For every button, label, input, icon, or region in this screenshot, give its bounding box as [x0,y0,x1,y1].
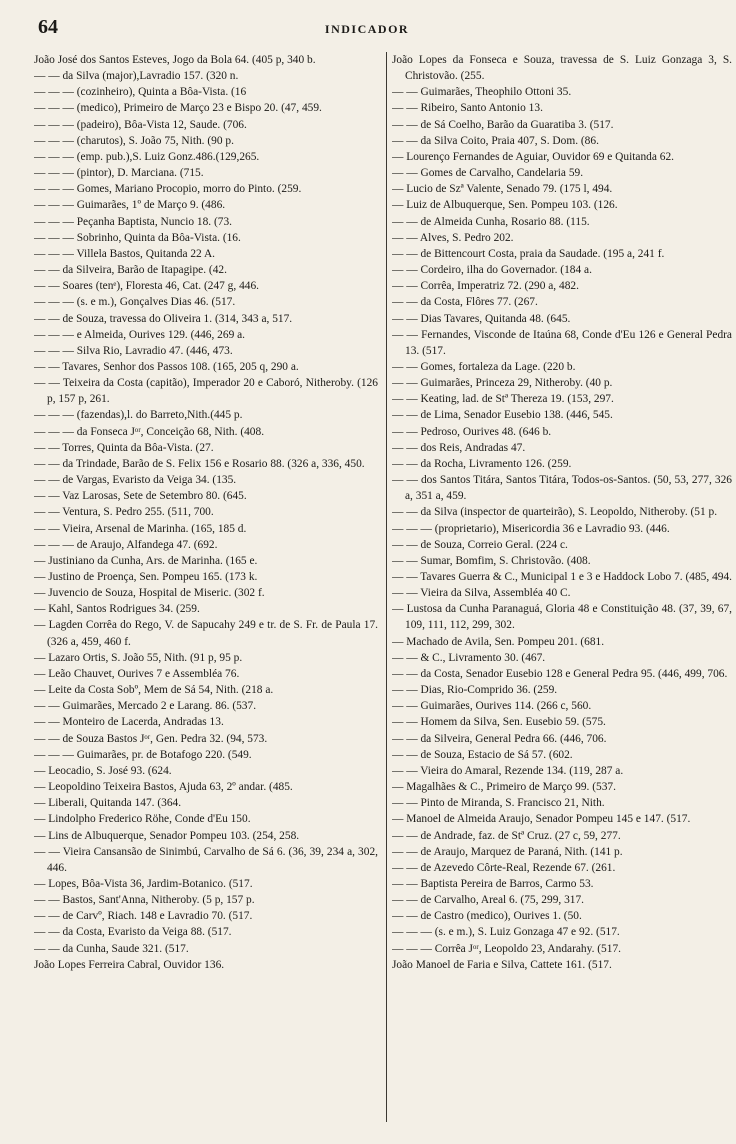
directory-entry: — — — Corrêa Jᵒʳ, Leopoldo 23, Andarahy. (517. [392,942,621,955]
directory-entry: — Manoel de Almeida Araujo, Senador Pompeu 145 e 147. (517. [392,813,691,826]
page-header [38,16,696,46]
directory-entry: — Juvencio de Souza, Hospital de Miseric. (302 f. [34,587,265,600]
directory-entry: — — de Lima, Senador Eusebio 138. (446, 545. [392,409,613,422]
directory-entry: — — — (emp. pub.),S. Luiz Gonz.486.(129,265. [34,150,260,163]
directory-entry: — — de Castro (medico), Ourives 1. (50. [392,910,582,923]
directory-entry: — — da Trindade, Barão de S. Felix 156 e Rosario 88. (326 a, 336, 450. [34,457,365,470]
running-head: INDICADOR [324,22,410,36]
directory-entry: João José dos Santos Esteves, Jogo da Bola 64. (405 p, 340 b. [34,54,316,66]
directory-entry: — — Guimarães, Theophilo Ottoni 35. [392,86,572,99]
directory-entry: — — Vaz Larosas, Sete de Setembro 80. (645. [34,490,247,503]
directory-entry: — — — e Almeida, Ourives 129. (446, 269 a. [34,328,246,341]
directory-entry: — — — (s. e m.), Gonçalves Dias 46. (517. [34,296,236,309]
directory-entry: — — Dias, Rio-Comprido 36. (259. [392,684,558,697]
directory-entry: — — — Gomes, Mariano Procopio, morro do Pinto. (259. [34,183,302,196]
directory-entry: — — — (pintor), D. Marciana. (715. [34,167,204,180]
directory-entry: — — Gomes, fortaleza da Lage. (220 b. [392,360,576,373]
directory-entry: — — Guimarães, Princeza 29, Nitheroby. (40 p. [392,377,613,390]
directory-entry: — — Dias Tavares, Quitanda 48. (645. [392,312,571,325]
directory-entry: — — Pedroso, Ourives 48. (646 b. [392,425,552,438]
directory-entry: — — Vieira do Amaral, Rezende 134. (119, 287 a. [392,764,624,777]
directory-entry: — — da Silva (major),Lavradio 157. (320 n. [34,70,239,83]
directory-entry: — — de Azevedo Côrte-Real, Rezende 67. (261. [392,861,616,874]
directory-entry: — — da Costa, Evaristo da Veiga 88. (517. [34,926,232,939]
directory-entry: — — Guimarães, Mercado 2 e Larang. 86. (537. [34,700,257,713]
directory-entry: — — de Souza, travessa do Oliveira 1. (314, 343 a, 517. [34,312,293,325]
directory-entry: — — Ribeiro, Santo Antonio 13. [392,102,543,115]
directory-entry: — — — (proprietario), Misericordia 36 e Lavradio 93. (446. [392,522,670,535]
directory-entry: — — da Costa, Flôres 77. (267. [392,296,538,309]
directory-entry: — — Cordeiro, ilha do Governador. (184 a. [392,264,592,277]
directory-entry: — — Ventura, S. Pedro 255. (511, 700. [34,506,214,519]
directory-entry: — Leão Chauvet, Ourives 7 e Assembléa 76. [34,667,240,680]
directory-entry: — Magalhães & C., Primeiro de Março 99. (537. [392,781,616,794]
directory-entry: — — de Bittencourt Costa, praia da Saudade. (195 a, 241 f. [392,247,665,260]
directory-entry: — — — (s. e m.), S. Luiz Gonzaga 47 e 92. (517. [392,926,620,939]
directory-entry: — Leite da Costa Sobº, Mem de Sá 54, Nith. (218 a. [34,684,274,697]
directory-entry: — — — (cozinheiro), Quinta a Bôa-Vista. (16 [34,86,247,99]
directory-entry: — — da Silva Coito, Praia 407, S. Dom. (86. [392,134,599,147]
directory-entry: — — Corrêa, Imperatriz 72. (290 a, 482. [392,280,579,293]
directory-entry: João Manoel de Faria e Silva, Cattete 161. (517. [392,958,612,971]
directory-entry: — Justiniano da Cunha, Ars. de Marinha. (165 e. [34,554,258,567]
column-divider [386,52,387,1122]
directory-entry: — — da Silveira, Barão de Itapagipe. (42. [34,264,227,277]
left-column [34,52,378,1132]
directory-entry: — — de Souza Bastos Jᵒʳ, Gen. Pedra 32. (94, 573. [34,732,268,745]
directory-entry: João Lopes da Fonseca e Souza, travessa de S. Luiz Gonzaga 3, S. Christovão. (255. [392,54,732,83]
directory-entry: — Machado de Avila, Sen. Pompeu 201. (681. [392,635,605,648]
directory-entry: — — de Sá Coelho, Barão da Guaratiba 3. (517. [392,118,614,131]
directory-entry: — Lucio de Szª Valente, Senado 79. (175 l, 494. [392,183,613,196]
directory-entry: — — de Andrade, faz. de Stª Cruz. (27 c, 59, 277. [392,829,621,842]
directory-entry: — Leopoldino Teixeira Bastos, Ajuda 63, 2º andar. (485. [34,781,293,794]
directory-entry: — — de Vargas, Evaristo da Veiga 34. (135. [34,474,237,487]
directory-entry: — — da Costa, Senador Eusebio 128 e General Pedra 95. (446, 499, 706. [392,667,728,680]
directory-entry: — — dos Reis, Andradas 47. [392,441,526,454]
directory-entry: — Kahl, Santos Rodrigues 34. (259. [34,603,200,616]
directory-entry: — — Vieira, Arsenal de Marinha. (165, 185 d. [34,522,247,535]
directory-entry: — — — (fazendas),l. do Barreto,Nith.(445 p. [34,409,243,422]
directory-entry: — — Guimarães, Ourives 114. (266 c, 560. [392,700,592,713]
directory-entry: — — Gomes de Carvalho, Candelaria 59. [392,167,584,180]
directory-entry: — Leocadio, S. José 93. (624. [34,764,172,777]
directory-entry: — Lazaro Ortis, S. João 55, Nith. (91 p, 95 p. [34,651,243,664]
directory-entry: — — Alves, S. Pedro 202. [392,231,514,244]
directory-entry: — — Vieira Cansansão de Sinimbú, Carvalho de Sá 6. (36, 39, 234 a, 302, 446. [34,845,378,874]
directory-entry: — — Tavares, Senhor dos Passos 108. (165, 205 q, 290 a. [34,360,299,373]
directory-entry: — — Bastos, Sant'Anna, Nitheroby. (5 p, 157 p. [34,894,255,907]
directory-entry: — — de Souza, Estacio de Sá 57. (602. [392,748,573,761]
directory-entry: — — Soares (tenᵉ), Floresta 46, Cat. (247 g, 446. [34,280,260,293]
directory-entry: — — de Carvº, Riach. 148 e Lavradio 70. (517. [34,910,253,923]
directory-entry: — — da Rocha, Livramento 126. (259. [392,457,572,470]
directory-entry: — — — (medico), Primeiro de Março 23 e Bispo 20. (47, 459. [34,102,322,115]
directory-entry: — Lindolpho Frederico Röhe, Conde d'Eu 150. [34,813,251,826]
directory-entry: — — de Souza, Correio Geral. (224 c. [392,538,568,551]
directory-entry: — — — (charutos), S. João 75, Nith. (90 p. [34,134,234,147]
directory-entry: — — — (padeiro), Bôa-Vista 12, Saude. (706. [34,118,247,131]
directory-entry: — Luiz de Albuquerque, Sen. Pompeu 103. (126. [392,199,618,212]
directory-entry: — — — Silva Rio, Lavradio 47. (446, 473. [34,344,233,357]
directory-entry: — — Teixeira da Costa (capitão), Imperador 20 e Caboró, Nitheroby. (126 p, 157 p, 261. [34,377,378,406]
directory-entry: — Lourenço Fernandes de Aguiar, Ouvidor 69 e Quitanda 62. [392,150,675,163]
directory-entry: — — — da Fonseca Jᵒʳ, Conceição 68, Nith. (408. [34,425,265,438]
directory-entry: — — de Carvalho, Areal 6. (75, 299, 317. [392,894,585,907]
directory-entry: — — Tavares Guerra & C., Municipal 1 e 3 e Haddock Lobo 7. (485, 494. [392,571,732,583]
directory-entry: — — dos Santos Titára, Santos Titára, Todos-os-Santos. (50, 53, 277, 326 a, 351 a, 459. [392,474,732,503]
directory-entry: — — da Silva (inspector de quarteirão), S. Leopoldo, Nitheroby. (51 p. [392,506,718,519]
directory-entry: — Lins de Albuquerque, Senador Pompeu 103. (254, 258. [34,829,300,842]
directory-entry: — — — de Araujo, Alfandega 47. (692. [34,538,218,551]
directory-entry: — — Vieira da Silva, Assembléa 40 C. [392,587,571,600]
directory-entry: — — de Almeida Cunha, Rosario 88. (115. [392,215,590,228]
directory-entry: — Liberali, Quitanda 147. (364. [34,797,182,810]
directory-entry: — — Sumar, Bomfim, S. Christovão. (408. [392,554,591,567]
directory-entry: — — — Guimarães, 1º de Março 9. (486. [34,199,226,212]
directory-entry: — Lopes, Bôa-Vista 36, Jardim-Botanico. (517. [34,877,253,890]
directory-entry: — — Keating, lad. de Stª Thereza 19. (153, 297. [392,393,614,406]
directory-entry: — — Fernandes, Visconde de Itaúna 68, Conde d'Eu 126 e General Pedra 13. (517. [392,328,732,357]
directory-entry: — Justino de Proença, Sen. Pompeu 165. (173 k. [34,571,258,583]
directory-entry: — — de Araujo, Marquez de Paraná, Nith. (141 p. [392,845,623,858]
directory-entry: — Lagden Corrêa do Rego, V. de Sapucahy 249 e tr. de S. Fr. de Paula 17. (326 a, 459, 460 f. [34,619,378,648]
directory-entry: — — Torres, Quinta da Bôa-Vista. (27. [34,441,214,454]
directory-entry: — — & C., Livramento 30. (467. [392,651,546,664]
directory-entry: — — — Villela Bastos, Quitanda 22 A. [34,247,216,260]
directory-entry: — — — Peçanha Baptista, Nuncio 18. (73. [34,215,233,228]
directory-entry: João Lopes Ferreira Cabral, Ouvidor 136. [34,958,225,971]
directory-entry: — — — Sobrinho, Quinta da Bôa-Vista. (16. [34,231,241,244]
directory-entry: — — Monteiro de Lacerda, Andradas 13. [34,716,224,729]
directory-entry: — — Pinto de Miranda, S. Francisco 21, Nith. [392,797,605,810]
right-column [392,52,732,1132]
directory-entry: — — Baptista Pereira de Barros, Carmo 53. [392,877,594,890]
page-number: 64 [38,16,58,38]
directory-entry: — Lustosa da Cunha Paranaguá, Gloria 48 e Constituição 48. (37, 39, 67, 109, 111, 112, 299, 302. [392,603,732,632]
directory-entry: — — da Cunha, Saude 321. (517. [34,942,189,955]
directory-entry: — — Homem da Silva, Sen. Eusebio 59. (575. [392,716,606,729]
directory-entry: — — da Silveira, General Pedra 66. (446, 706. [392,732,607,745]
directory-entry: — — — Guimarães, pr. de Botafogo 220. (549. [34,748,252,761]
